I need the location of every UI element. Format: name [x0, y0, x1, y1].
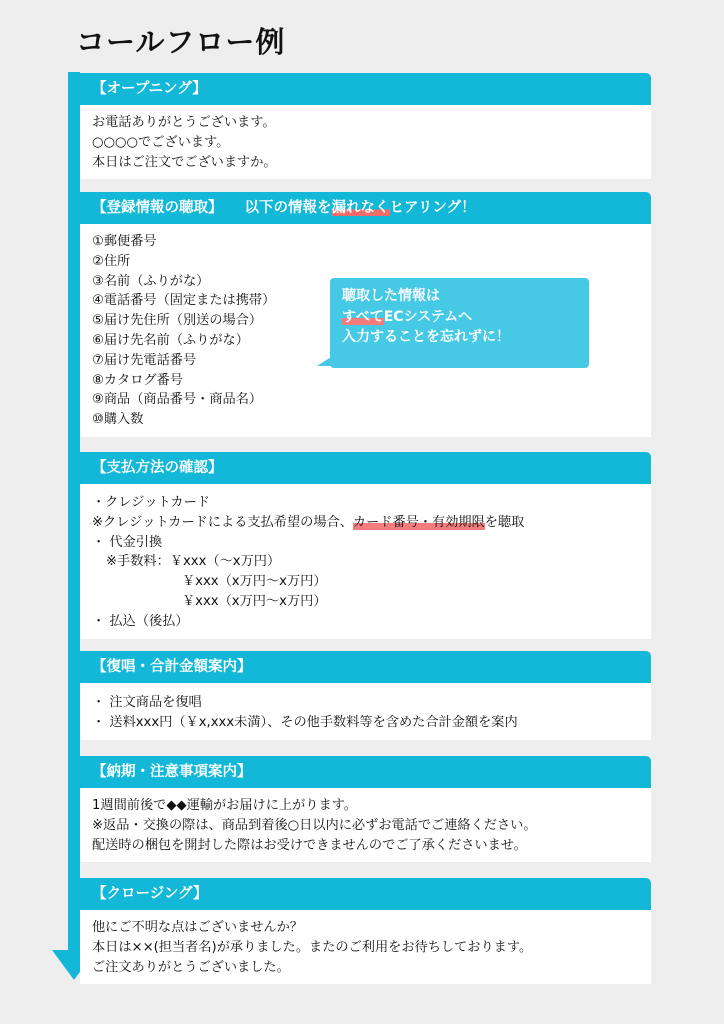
section-heading	[80, 192, 651, 224]
script-line: 本日はご注文でございますか。	[92, 154, 277, 170]
payment-transfer: ・ 払込（後払）	[92, 613, 189, 629]
section-body	[80, 105, 651, 179]
script-line: ※返品・交換の際は、商品到着後○日以内に必ずお電話でご連絡ください。	[92, 817, 537, 833]
script-line: ・ 注文商品を復唱	[92, 695, 202, 710]
script-line: 配送時の梱包を開封した際はお受けできませんのでご了承くださいませ。	[92, 837, 527, 853]
script-line: ご注文ありがとうございました。	[92, 959, 290, 975]
heading-note: 以下の情報を漏れなくヒアリング！	[244, 200, 476, 216]
fee-line: ※手数料：￥xxx（～x万円）	[106, 554, 281, 570]
flow-line	[68, 72, 80, 960]
section-heading: 【復唱・合計金額案内】	[80, 651, 651, 683]
section-payment	[80, 452, 651, 639]
payment-cod: ・ 代金引換	[92, 534, 163, 550]
highlight: すべて	[342, 308, 384, 325]
section-body	[80, 683, 651, 740]
list-item: ①郵便番号	[92, 234, 157, 249]
section-opening	[80, 73, 651, 179]
section-body	[80, 484, 651, 639]
section-body	[80, 788, 651, 862]
script-line: 本日は××(担当者名)が承りました。またのご利用をお待ちしております。	[92, 939, 533, 955]
heading-label: 【登録情報の聴取】	[92, 200, 223, 216]
section-body	[80, 224, 651, 437]
script-line: 他にご不明な点はございませんか？	[92, 920, 303, 935]
section-delivery	[80, 756, 651, 862]
section-body	[80, 910, 651, 984]
section-heading: 【支払方法の確認】	[80, 452, 651, 484]
section-recap	[80, 651, 651, 740]
list-item: ②住所	[92, 253, 131, 269]
bubble-line: すべてECシステムへ	[342, 308, 473, 325]
section-heading: 【オープニング】	[80, 73, 651, 105]
section-heading: 【クロージング】	[80, 878, 651, 910]
list-item: ⑩購入数	[92, 412, 144, 428]
section-closing	[80, 878, 651, 984]
highlight: カード番号・有効期限	[352, 514, 485, 530]
section-heading: 【納期・注意事項案内】	[80, 756, 651, 788]
list-item: ⑦届け先電話番号	[92, 352, 197, 368]
script-line: ・ 送料xxx円（￥x,xxx未満）、その他手数料等を含めた合計金額を案内	[92, 714, 518, 730]
list-item: ⑧カタログ番号	[92, 372, 183, 388]
script-line: お電話ありがとうございます。	[92, 115, 276, 130]
page-title: コールフロー例	[76, 25, 286, 59]
list-item: ⑤届け先住所（別送の場合）	[92, 313, 263, 329]
list-item: ⑨商品（商品番号・商品名）	[92, 392, 263, 408]
highlight: 漏れなく	[331, 200, 390, 216]
list-item: ④電話番号（固定または携帯）	[92, 293, 276, 309]
bubble-line: 入力することを忘れずに！	[342, 329, 510, 345]
bubble-line: 聴取した情報は	[342, 288, 440, 304]
script-line: 1週間前後で◆◆運輸がお届けに上がります。	[92, 798, 357, 813]
speech-bubble	[330, 278, 589, 368]
script-line: ○○○○でございます。	[92, 134, 230, 150]
list-item: ⑥届け先名前（ふりがな）	[92, 332, 249, 348]
fee-line: ￥xxx（x万円～x万円）	[182, 593, 327, 609]
payment-credit: ・クレジットカード	[92, 495, 210, 510]
fee-line: ￥xxx（x万円～x万円）	[182, 574, 327, 590]
list-item: ③名前（ふりがな）	[92, 273, 210, 289]
payment-credit-note: ※クレジットカードによる支払希望の場合、カード番号・有効期限を聴取	[92, 514, 525, 530]
section-registration	[80, 192, 651, 437]
